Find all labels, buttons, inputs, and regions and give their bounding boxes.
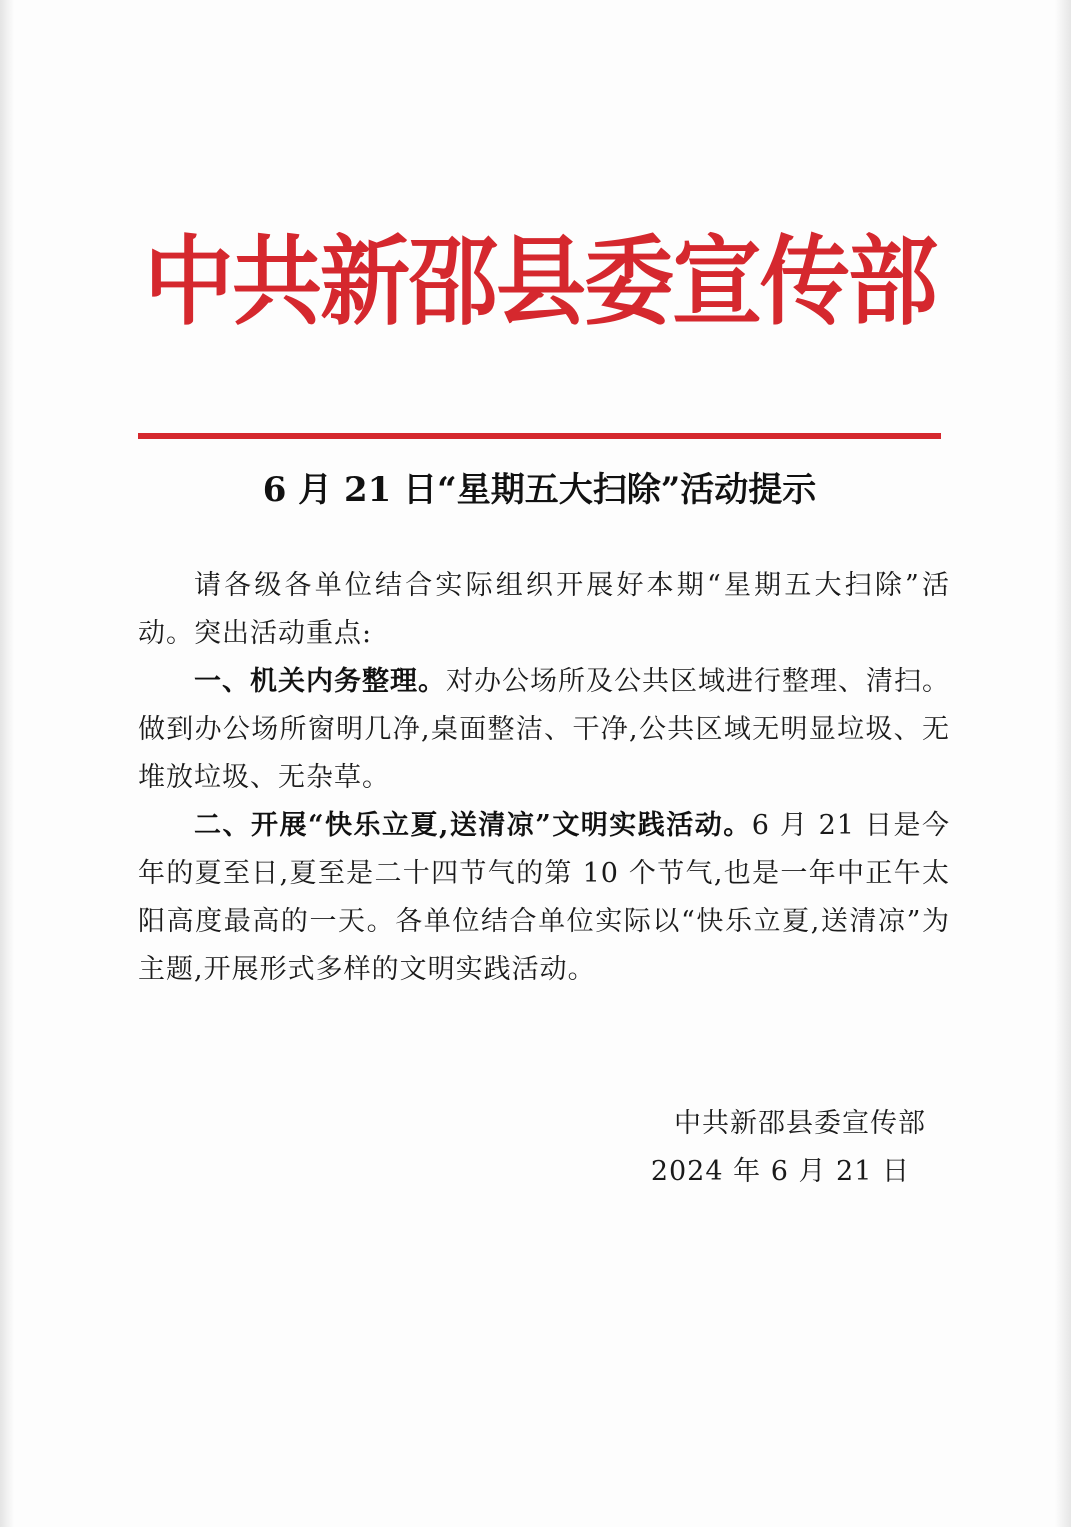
item-text-2: 6 月 21 日是今年的夏至日,夏至是二十四节气的第 10 个节气,也是一年中正午太阳高度最高的一天。各单位结合单位实际以“快乐立夏,送清凉”为主题,开展形式多样的文明实践活动。 (138, 810, 950, 985)
item-heading-1: 一、机关内务整理。 (194, 666, 446, 697)
document-title: 6 月 21 日“星期五大扫除”活动提示 (262, 470, 817, 510)
intro-paragraph: 请各级各单位结合实际组织开展好本期“星期五大扫除”活动。突出活动重点: (138, 570, 950, 649)
scan-edge-left (0, 0, 14, 1527)
scan-edge-right (1055, 0, 1071, 1527)
item-paragraph-2 (138, 802, 950, 994)
item-heading-2: 二、开展“快乐立夏,送清凉”文明实践活动。 (194, 810, 752, 841)
masthead-divider (138, 433, 941, 439)
document-body (138, 562, 950, 994)
signature-date: 2024 年 6 月 21 日 (650, 1156, 910, 1187)
signature-organization: 中共新邵县委宣传部 (674, 1108, 926, 1139)
masthead-title: 中共新邵县委宣传部 (144, 224, 936, 340)
item-text-1: 对办公场所及公共区域进行整理、清扫。做到办公场所窗明几净,桌面整洁、干净,公共区域无明显垃圾、无堆放垃圾、无杂草。 (138, 666, 950, 793)
item-paragraph-1 (138, 658, 950, 802)
signature-block (640, 1100, 940, 1196)
